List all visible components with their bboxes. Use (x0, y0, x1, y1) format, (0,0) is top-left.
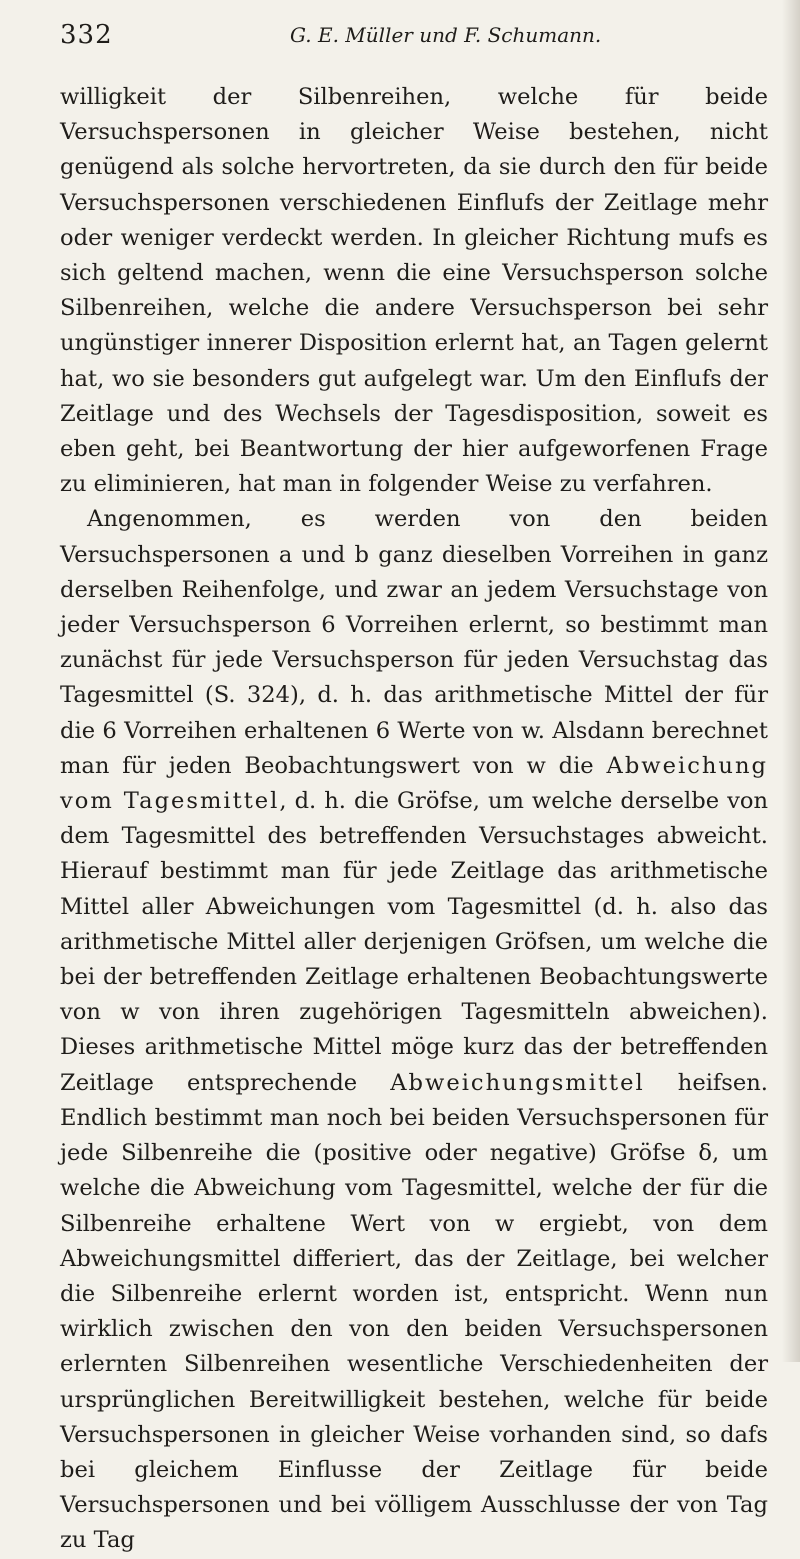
paragraph-2-part-2: , d. h. die Gröfse, um welche derselbe von dem Tagesmittel des betreffenden Versuchstages abweicht. Hierauf bestimmt man für jede Zeitlage das arithmetische Mittel aller Abweichungen vom Tagesmittel (d. h. also das arithmetische Mittel aller derjenigen Gröfsen, um welche die bei der betreffenden Zeitlage erhaltenen Beobachtungswerte von w von ihren zugehörigen Tagesmitteln abweichen). Dieses arithmetische Mittel möge kurz das der betreffenden Zeitlage entsprechende (60, 788, 768, 1096)
paragraph-1: willigkeit der Silbenreihen, welche für beide Versuchspersonen in gleicher Weise bestehen, nicht genügend als solche hervortreten, da sie durch den für beide Versuchspersonen verschiedenen Einflufs der Zeitlage mehr oder weniger verdeckt werden. In gleicher Richtung mufs es sich geltend machen, wenn die eine Versuchsperson solche Silbenreihen, welche die andere Versuchsperson bei sehr ungünstiger innerer Disposition erlernt hat, an Tagen gelernt hat, wo sie besonders gut aufgelegt war. Um den Einflufs der Zeitlage und des Wechsels der Tagesdisposition, soweit es eben geht, bei Beantwortung der hier aufgeworfenen Frage zu eliminieren, hat man in folgender Weise zu verfahren. (60, 84, 768, 498)
body-text (60, 80, 768, 1559)
page-header (60, 20, 765, 54)
paragraph-2-part-1: Angenommen, es werden von den beiden Versuchspersonen a und b ganz dieselben Vorreihen in ganz derselben Reihenfolge, und zwar an jedem Versuchstage von jeder Versuchsperson 6 Vorreihen erlernt, so bestimmt man zunächst für jede Versuchsperson für jeden Versuchstag das Tagesmittel (S. 324), d. h. das arithmetische Mittel der für die 6 Vorreihen erhaltenen 6 Werte von w. Alsdann berechnet man für jeden Beobachtungswert von w die (60, 506, 768, 779)
spaced-term-abweichungsmittel: Abweichungsmittel (390, 1069, 645, 1096)
page-number: 332 (60, 20, 113, 50)
page-edge-shadow (782, 0, 800, 1362)
running-head: G. E. Müller und F. Schumann. (290, 23, 602, 47)
paragraph-2 (60, 502, 768, 1558)
spaced-term-abweichung-vom-tagesmittel: Abweichung vom Tagesmittel (60, 752, 768, 815)
paragraph-2-part-3: heifsen. Endlich bestimmt man noch bei beiden Versuchspersonen für jede Silbenreihe die (positive oder negative) Gröfse δ, um welche die Abweichung vom Tagesmittel, welche der für die Silbenreihe erhaltene Wert von w ergiebt, von dem Abweichungsmittel differiert, das der Zeitlage, bei welcher die Silbenreihe erlernt worden ist, entspricht. Wenn nun wirklich zwischen den von den beiden Versuchspersonen erlernten Silbenreihen wesentliche Verschiedenheiten der ursprünglichen Bereitwilligkeit bestehen, welche für beide Versuchspersonen in gleicher Weise vorhanden sind, so dafs bei gleichem Einflusse der Zeitlage für beide Versuchspersonen und bei völligem Ausschlusse der von Tag zu Tag (60, 1069, 768, 1554)
